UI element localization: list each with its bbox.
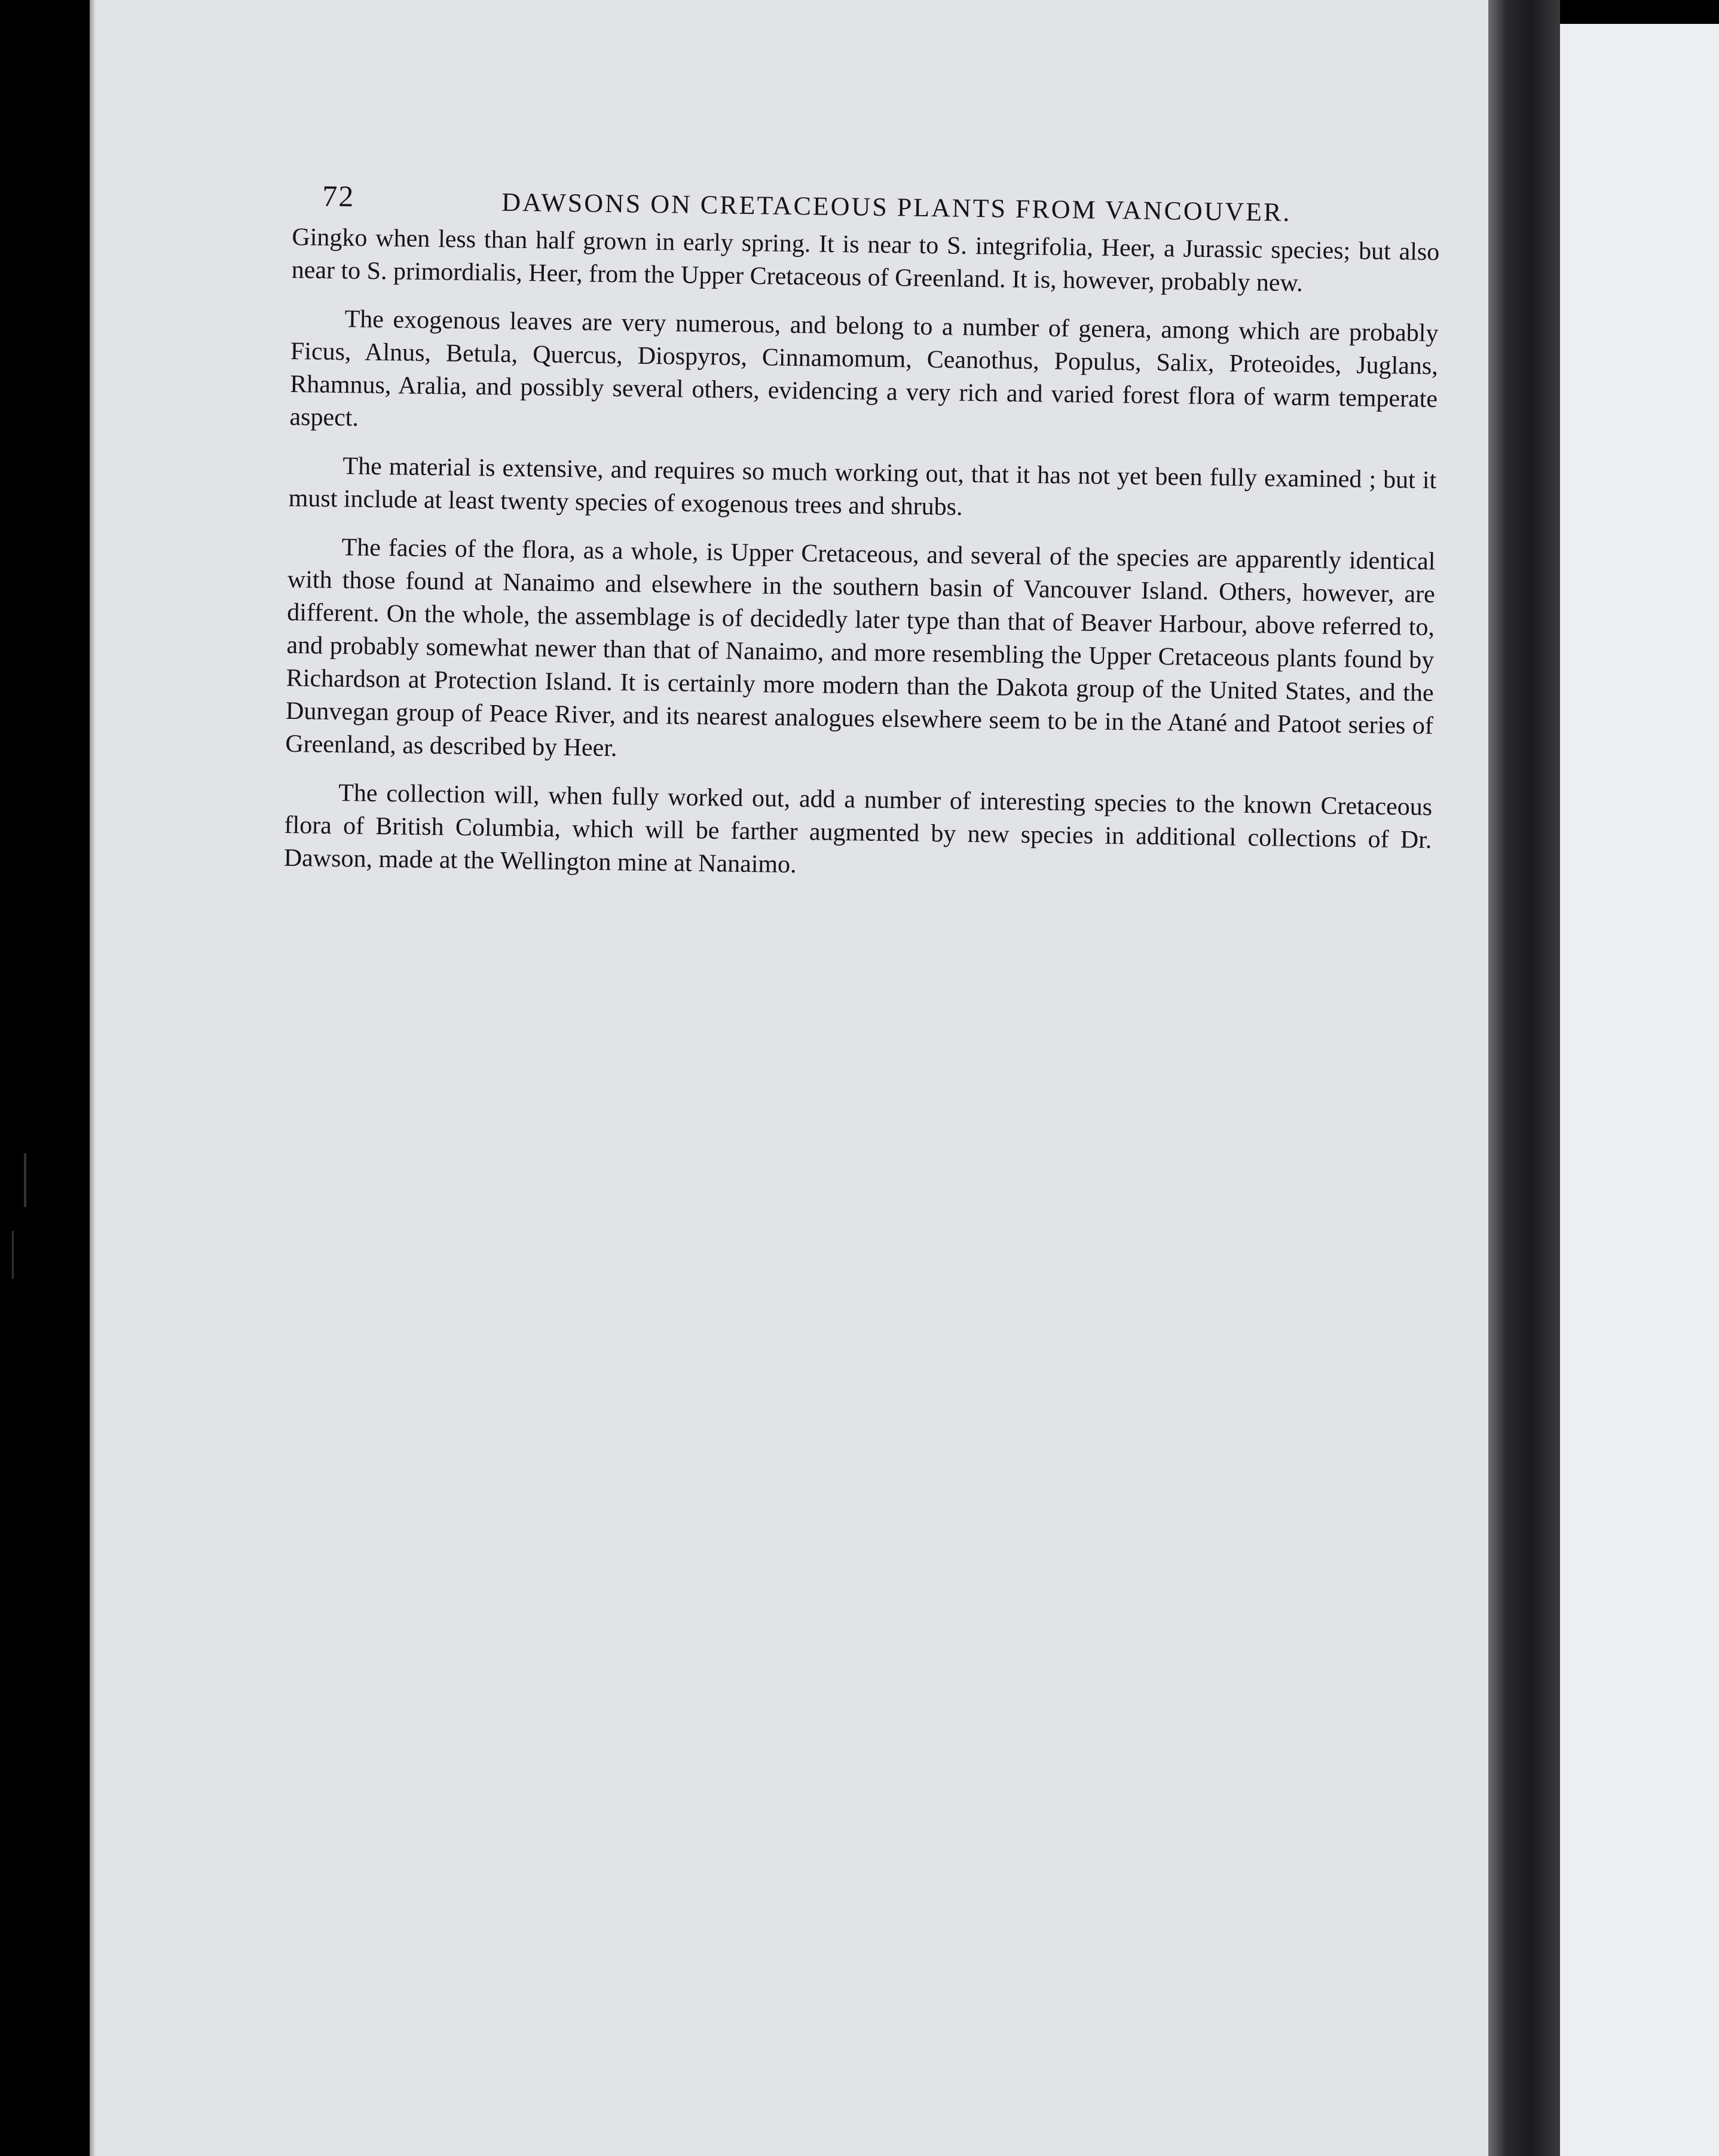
running-title: DAWSONS ON CRETACEOUS PLANTS FROM VANCOUVER. — [501, 187, 1292, 227]
page-number: 72 — [322, 179, 355, 213]
page-edge-shadow — [90, 0, 96, 2156]
page-content — [283, 167, 1440, 905]
paragraph: Gingko when less than half grown in early spring. It is near to S. integrifolia, Heer, a Jurassic species; but also near to S. primordialis, Heer, from the Upper Cretaceous of Greenland. It is, however, probably new. — [291, 223, 1440, 298]
book-gutter — [1488, 0, 1560, 2156]
scan-mark — [12, 1231, 14, 1279]
facing-page — [1560, 24, 1719, 2156]
paragraph: The collection will, when fully worked out, add a number of interesting species to the known Cretaceous flora of British Columbia, which will be farther augmented by new species in additional collections of Dr. Dawson, made at the Wellington mine at Nanaimo. — [283, 779, 1433, 879]
paragraph: The facies of the flora, as a whole, is Upper Cretaceous, and several of the species are apparently identical with those found at Nanaimo and elsewhere in the southern basin of Vancouver Island. Others, however, are different. On the whole, the assemblage is of decidedly later type than that of Beaver Harbour, above referred to, and probably somewhat newer than that of Nanaimo, and more resembling the Upper Cretaceous plants found by Richardson at Protection Island. It is certainly more modern than the Dakota group of the United States, and the Dunvegan group of Peace River, and its nearest analogues elsewhere seem to be in the Atané and Patoot series of Greenland, as described by Heer. — [285, 534, 1436, 762]
paragraph: The material is extensive, and requires so much working out, that it has not yet been fully examined ; but it must include at least twenty species of exogenous trees and shrubs. — [288, 452, 1437, 521]
paragraph: The exogenous leaves are very numerous, and belong to a number of genera, among which are probably Ficus, Alnus, Betula, Quercus, Diospyros, Cinnamomum, Ceanothus, Populus, Salix, Proteoides, Juglans, Rhamnus, Aralia, and possibly several others, evidencing a very rich and varied forest flora of warm temperate aspect. — [289, 305, 1439, 432]
scan-mark — [24, 1153, 26, 1207]
